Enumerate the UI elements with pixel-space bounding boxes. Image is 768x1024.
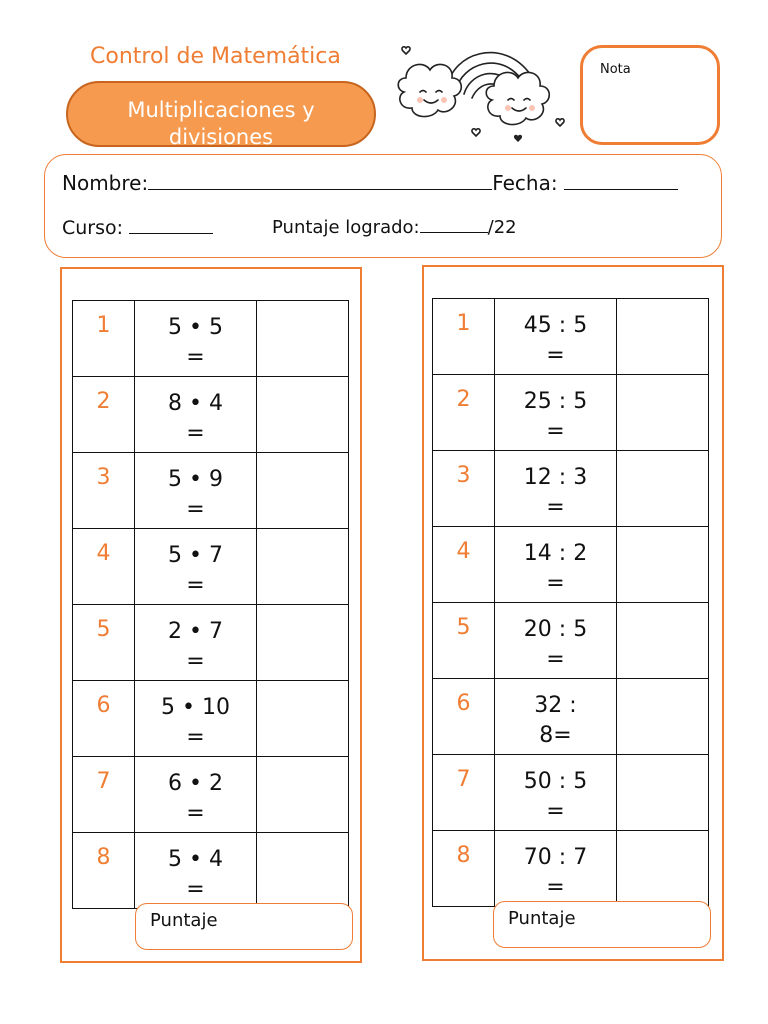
exercise-expression (495, 299, 617, 375)
table-row (433, 527, 709, 603)
equals-sign: = (186, 345, 205, 370)
table-row (433, 679, 709, 755)
score-box-left[interactable] (135, 903, 353, 950)
table-row (73, 681, 349, 757)
exercise-expression (135, 757, 257, 833)
exercise-expression (135, 529, 257, 605)
multiplication-table (72, 300, 349, 909)
exercise-expression (495, 375, 617, 451)
equals-sign: = (546, 647, 565, 672)
table-row (433, 603, 709, 679)
expression-text: 70 : 7 (523, 845, 588, 870)
equals-sign: = (186, 421, 205, 446)
equals-sign: = (546, 495, 565, 520)
table-row (433, 755, 709, 831)
equals-sign: = (186, 801, 205, 826)
worksheet-title: Control de Matemática (90, 44, 341, 69)
answer-cell[interactable] (257, 377, 349, 453)
course-label: Curso: (62, 217, 124, 239)
grade-box (580, 45, 720, 145)
score-box-right[interactable] (493, 901, 711, 948)
answer-cell[interactable] (617, 299, 709, 375)
subtitle-line-2: divisiones (168, 125, 274, 147)
exercise-expression (495, 679, 617, 755)
answer-cell[interactable] (617, 755, 709, 831)
date-field[interactable] (564, 188, 678, 190)
equals-sign: = (546, 419, 565, 444)
exercise-number: 4 (73, 529, 135, 605)
table-row (73, 833, 349, 909)
expression-text: 2 • 7 (168, 619, 223, 644)
answer-cell[interactable] (257, 529, 349, 605)
course-field[interactable] (129, 232, 213, 234)
exercise-number: 1 (433, 299, 495, 375)
answer-cell[interactable] (617, 451, 709, 527)
equals-sign: = (546, 875, 565, 900)
equals-sign: = (186, 725, 205, 750)
division-table (432, 298, 709, 907)
name-field[interactable] (148, 188, 492, 190)
answer-cell[interactable] (257, 833, 349, 909)
table-row (433, 299, 709, 375)
exercise-expression (495, 831, 617, 907)
answer-cell[interactable] (257, 605, 349, 681)
expression-text: 12 : 3 (523, 465, 588, 490)
subtitle-banner (66, 81, 376, 147)
score-achieved-label: Puntaje logrado: (272, 217, 420, 238)
score-total: /22 (487, 217, 517, 238)
score-achieved-field[interactable] (420, 231, 488, 233)
table-row (73, 529, 349, 605)
grade-label: Nota (600, 62, 631, 77)
table-row (433, 831, 709, 907)
equals-sign: 8= (539, 723, 572, 748)
equals-sign: = (546, 343, 565, 368)
answer-cell[interactable] (257, 453, 349, 529)
exercise-expression (135, 301, 257, 377)
exercise-number: 3 (433, 451, 495, 527)
table-row (73, 605, 349, 681)
subtitle-line-1: Multiplicaciones y (127, 98, 315, 122)
exercise-number: 2 (73, 377, 135, 453)
table-row (433, 375, 709, 451)
expression-text: 32 : (534, 693, 577, 718)
exercise-number: 7 (433, 755, 495, 831)
course-row (62, 217, 213, 239)
rainbow-clouds-icon (390, 34, 570, 150)
expression-text: 20 : 5 (523, 617, 588, 642)
answer-cell[interactable] (617, 679, 709, 755)
equals-sign: = (546, 571, 565, 596)
exercise-expression (135, 681, 257, 757)
expression-text: 5 • 9 (168, 467, 223, 492)
student-info-box (44, 154, 722, 258)
equals-sign: = (186, 573, 205, 598)
exercise-expression (135, 453, 257, 529)
date-label: Fecha: (492, 171, 558, 195)
table-row (73, 377, 349, 453)
exercise-number: 8 (73, 833, 135, 909)
answer-cell[interactable] (257, 681, 349, 757)
expression-text: 5 • 5 (168, 315, 223, 340)
exercise-number: 3 (73, 453, 135, 529)
exercise-expression (135, 833, 257, 909)
exercise-number: 2 (433, 375, 495, 451)
expression-text: 50 : 5 (523, 769, 588, 794)
equals-sign: = (546, 799, 565, 824)
exercise-number: 1 (73, 301, 135, 377)
answer-cell[interactable] (257, 757, 349, 833)
expression-text: 5 • 10 (161, 695, 230, 720)
expression-text: 25 : 5 (523, 389, 588, 414)
equals-sign: = (186, 649, 205, 674)
exercise-number: 4 (433, 527, 495, 603)
equals-sign: = (186, 497, 205, 522)
table-row (73, 301, 349, 377)
answer-cell[interactable] (617, 603, 709, 679)
exercise-expression (135, 605, 257, 681)
expression-text: 45 : 5 (523, 313, 588, 338)
exercise-number: 8 (433, 831, 495, 907)
exercise-expression (495, 603, 617, 679)
name-label: Nombre: (62, 171, 149, 195)
exercise-expression (495, 527, 617, 603)
table-row (73, 757, 349, 833)
answer-cell[interactable] (617, 375, 709, 451)
expression-text: 5 • 4 (168, 847, 223, 872)
exercise-expression (495, 451, 617, 527)
score-label: Puntaje (508, 908, 576, 929)
expression-text: 6 • 2 (168, 771, 223, 796)
answer-cell[interactable] (617, 527, 709, 603)
table-row (73, 453, 349, 529)
table-row (433, 451, 709, 527)
expression-text: 8 • 4 (168, 391, 223, 416)
exercise-number: 6 (433, 679, 495, 755)
equals-sign: = (186, 877, 205, 902)
expression-text: 14 : 2 (523, 541, 588, 566)
name-row (62, 171, 678, 195)
score-row (272, 217, 517, 238)
answer-cell[interactable] (257, 301, 349, 377)
expression-text: 5 • 7 (168, 543, 223, 568)
exercise-expression (135, 377, 257, 453)
exercise-number: 6 (73, 681, 135, 757)
score-label: Puntaje (150, 910, 218, 931)
exercise-number: 7 (73, 757, 135, 833)
subtitle-text (68, 97, 374, 147)
answer-cell[interactable] (617, 831, 709, 907)
exercise-number: 5 (433, 603, 495, 679)
exercise-number: 5 (73, 605, 135, 681)
exercise-expression (495, 755, 617, 831)
